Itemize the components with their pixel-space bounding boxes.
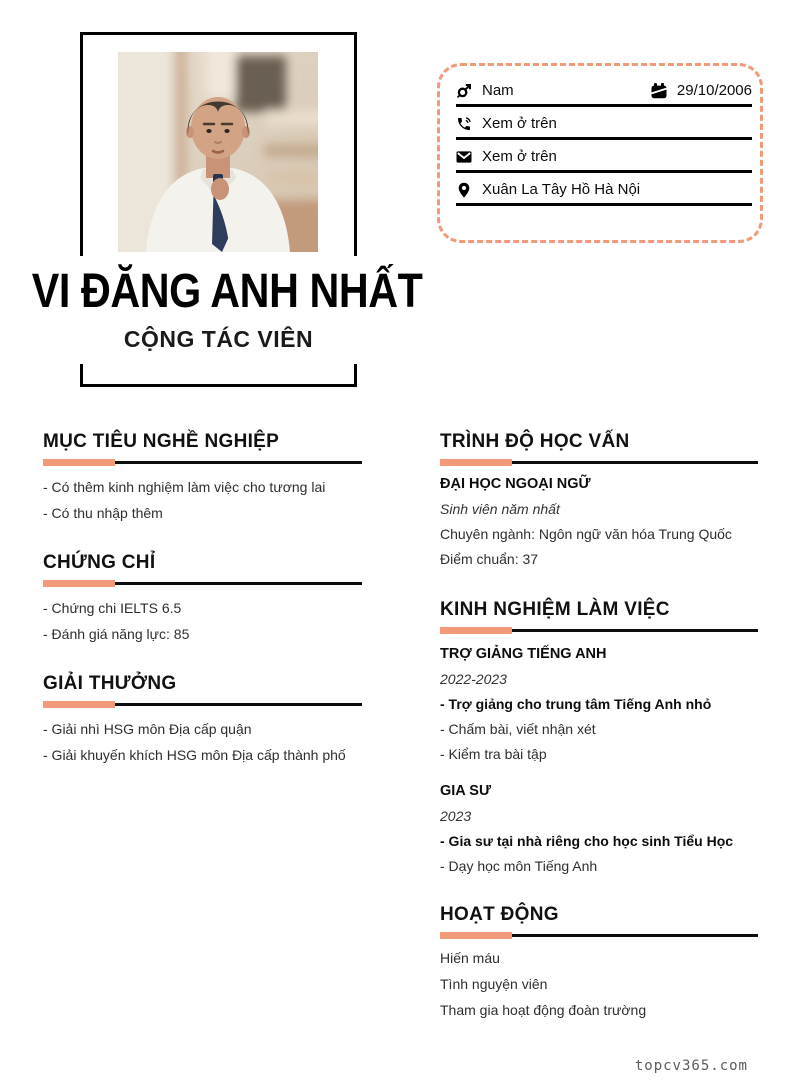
education-status: Sinh viên năm nhất [440,501,560,517]
job-highlight: - Gia sư tại nhà riêng cho học sinh Tiểu Học [440,833,734,849]
list-item: - Có thu nhập thêm [43,505,163,521]
section-title: CHỨNG CHỈ [43,552,156,573]
list-item: Hiến máu [440,950,500,966]
job-period: 2023 [440,808,472,824]
section-divider [440,459,758,466]
job-entry [440,642,758,767]
contact-row-email [456,145,752,173]
candidate-role: CỘNG TÁC VIÊN [123,326,314,352]
job-detail: - Chấm bài, viết nhận xét [440,721,596,737]
list-item: Tình nguyện viên [440,976,548,992]
candidate-name: VI ĐĂNG ANH NHẤT [31,265,423,318]
job-period: 2022-2023 [440,671,507,687]
section-education [440,430,758,572]
email-icon [456,149,472,165]
job-role: TRỢ GIẢNG TIẾNG ANH [440,646,607,662]
section-divider [43,580,362,587]
list-item: - Chứng chi IELTS 6.5 [43,600,182,616]
gender-icon [456,83,472,99]
job-entry [440,779,758,879]
education-detail: Chuyên ngành: Ngôn ngữ văn hóa Trung Quốc [440,526,732,542]
location-icon [456,182,472,198]
section-divider [440,932,758,939]
job-detail: - Kiểm tra bài tập [440,746,547,762]
contact-row-gender-dob [456,79,752,107]
list-item: - Giải nhì HSG môn Địa cấp quận [43,721,252,737]
watermark: topcv365.com [634,1058,748,1074]
contact-box [437,63,763,243]
section-awards [43,672,362,768]
list-item: - Giải khuyến khích HSG môn Địa cấp thành phố [43,747,346,763]
list-item: - Có thêm kinh nghiệm làm việc cho tương lai [43,479,326,495]
contact-row-phone [456,112,752,140]
education-detail: Điểm chuẩn: 37 [440,551,539,567]
gender-value: Nam [482,82,514,99]
section-title: TRÌNH ĐỘ HỌC VẤN [440,431,630,452]
section-experience [440,598,758,879]
dob-value: 29/10/2006 [676,82,752,99]
phone-value: Xem ở trên [482,115,557,132]
education-school: ĐẠI HỌC NGOẠI NGỮ [440,476,591,492]
list-item: Tham gia hoạt động đoàn trường [440,1002,647,1018]
calendar-icon [651,83,667,99]
section-divider [43,459,362,466]
job-role: GIA SƯ [440,783,491,799]
name-block [0,256,437,364]
section-divider [43,701,362,708]
list-item: - Đánh giá năng lực: 85 [43,626,190,642]
job-highlight: - Trợ giảng cho trung tâm Tiếng Anh nhỏ [440,696,712,712]
section-title: HOẠT ĐỘNG [440,904,559,925]
profile-photo [118,52,318,252]
section-objective [43,430,362,526]
contact-rows [456,79,752,211]
contact-row-address [456,178,752,206]
section-title: MỤC TIÊU NGHỀ NGHIỆP [43,431,280,452]
section-certificates [43,551,362,647]
section-activities [440,903,758,1023]
phone-icon [456,116,472,132]
section-divider [440,627,758,634]
address-value: Xuân La Tây Hồ Hà Nội [482,181,641,198]
job-detail: - Dạy học môn Tiếng Anh [440,858,598,874]
section-title: GIẢI THƯỞNG [43,673,177,694]
portrait-illustration [118,52,318,252]
email-value: Xem ở trên [482,148,557,165]
section-title: KINH NGHIỆM LÀM VIỆC [440,599,670,620]
